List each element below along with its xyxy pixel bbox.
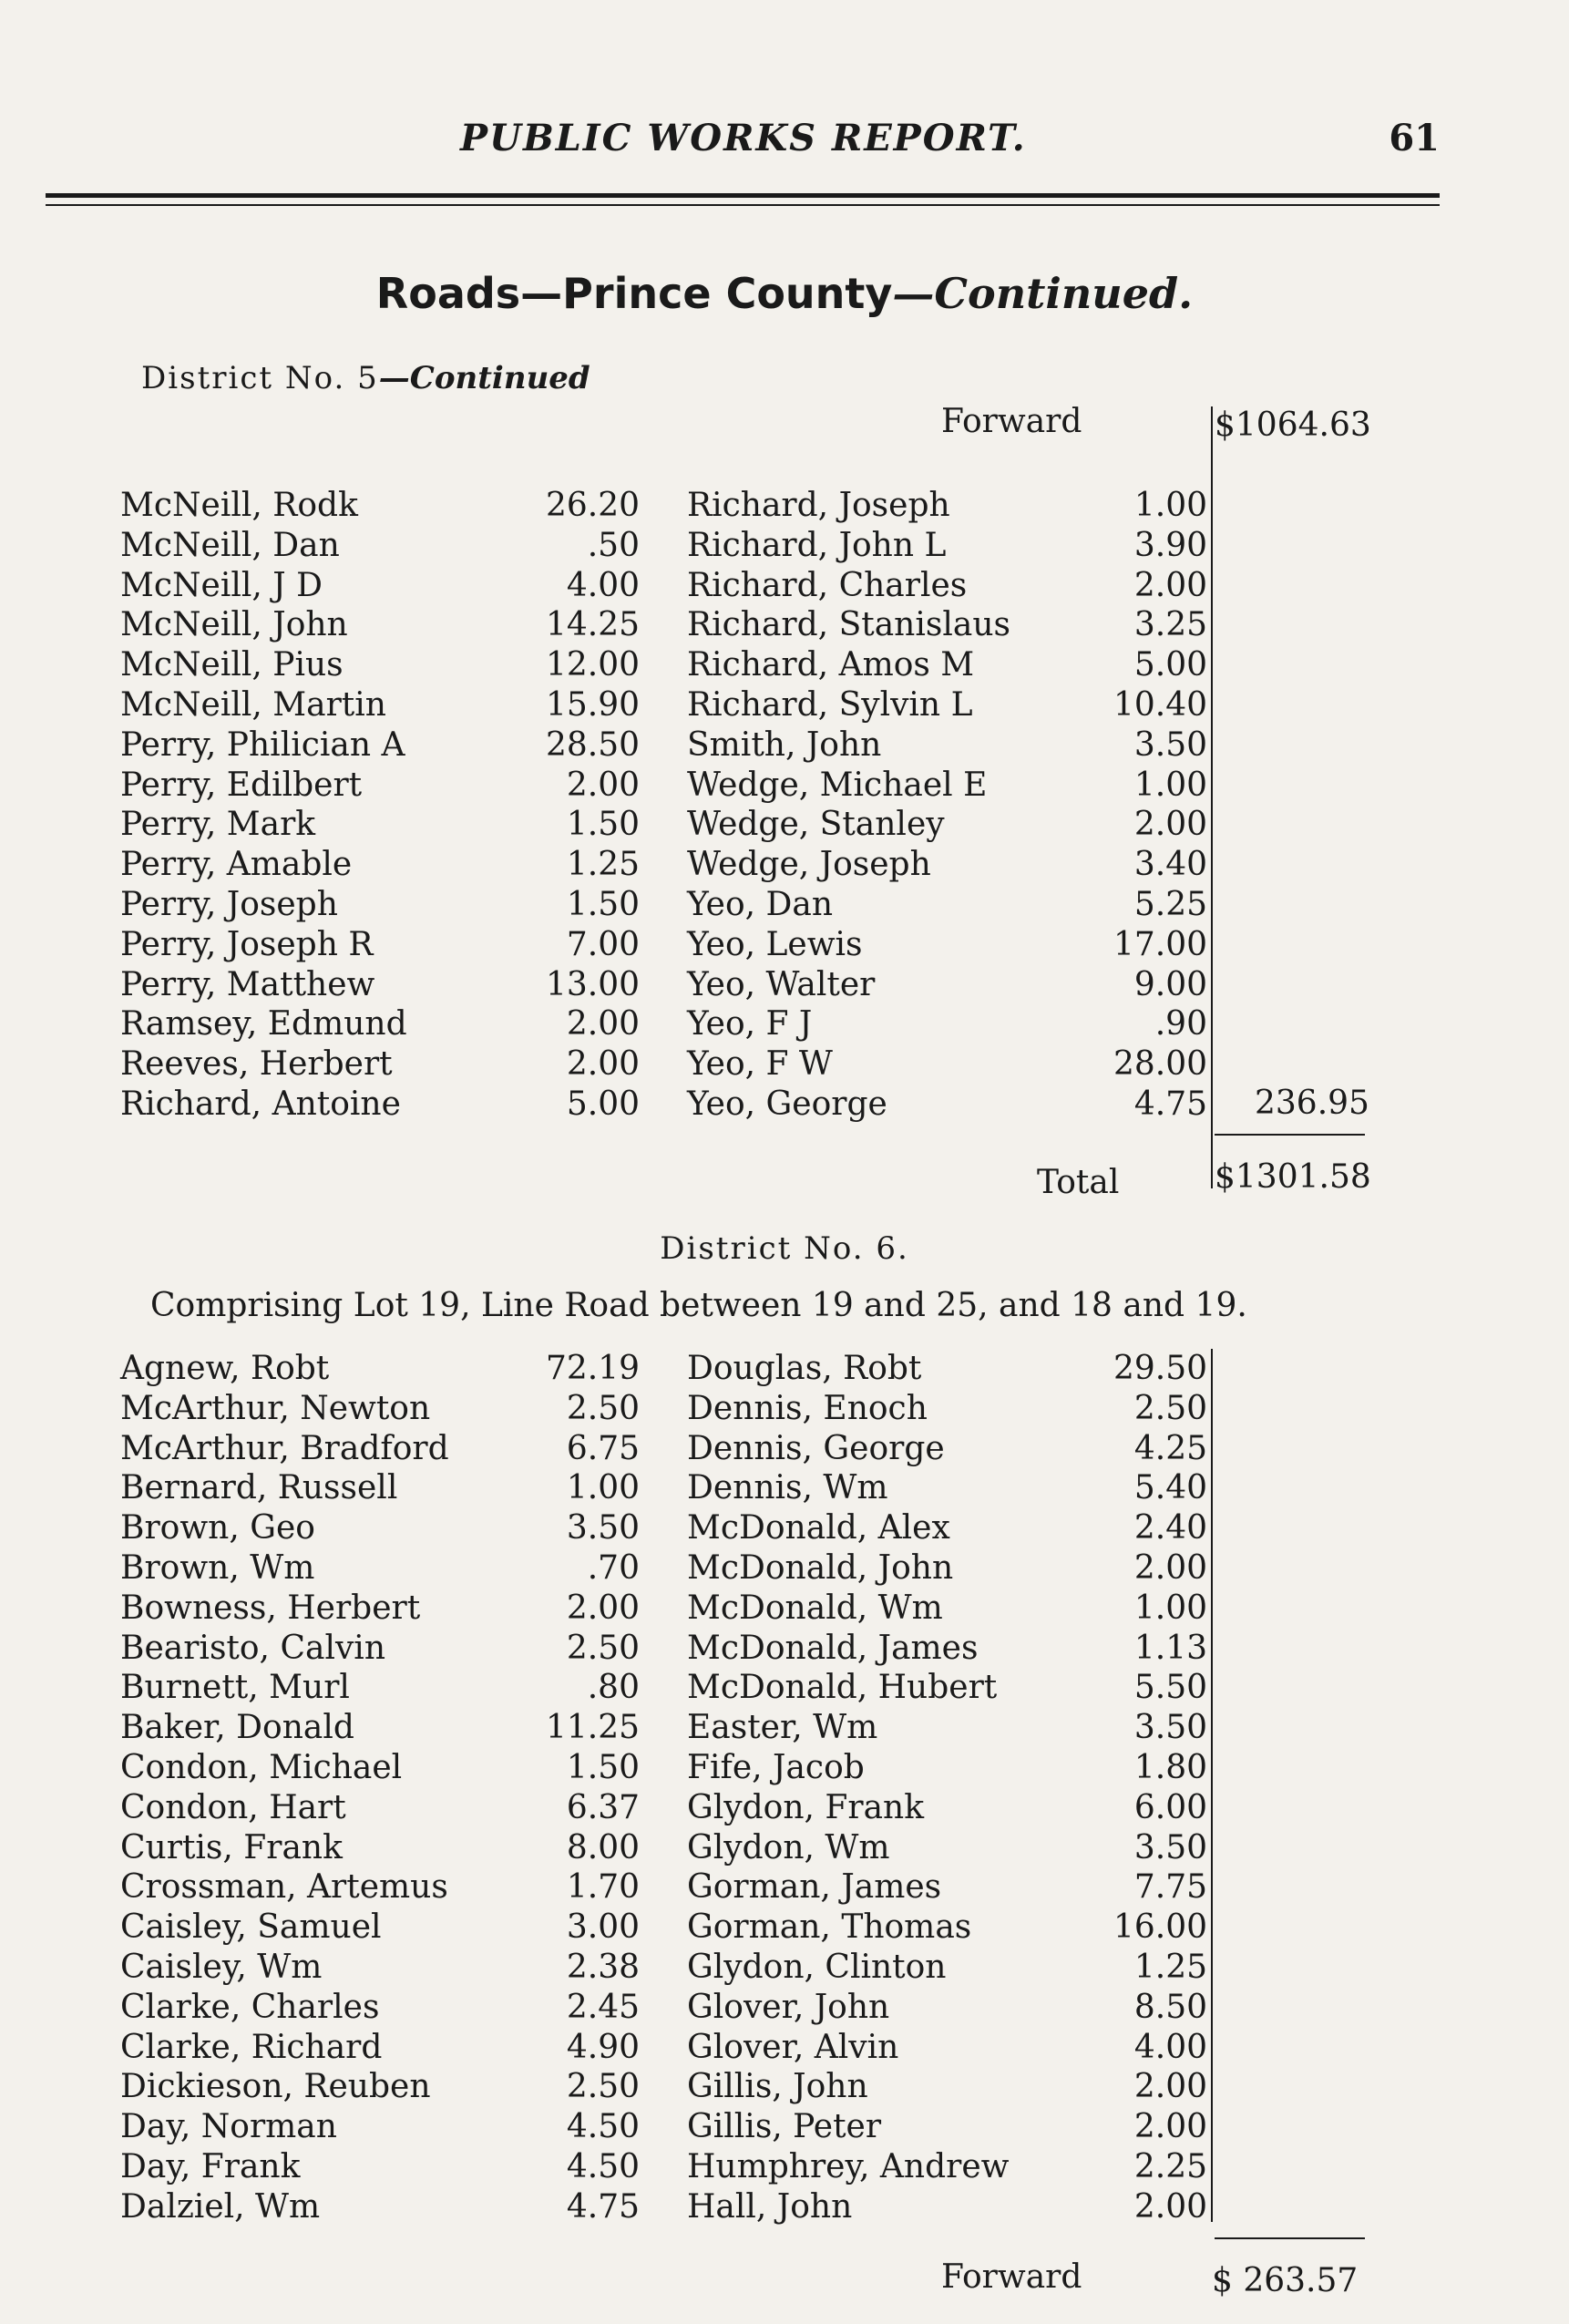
payee-name: McDonald, Wm: [687, 1589, 943, 1627]
payment-amount: 2.00: [566, 766, 640, 804]
payee-name: Yeo, Dan: [687, 885, 834, 923]
payment-amount: .90: [1154, 1005, 1207, 1044]
payee-name: Glydon, Wm: [687, 1828, 890, 1866]
ledger-row: [687, 766, 1211, 806]
payee-name: McDonald, John: [687, 1548, 954, 1587]
payment-amount: 3.50: [566, 1509, 640, 1548]
payee-name: Brown, Geo: [120, 1509, 315, 1548]
payee-name: McArthur, Bradford: [120, 1429, 449, 1467]
payment-amount: 12.00: [545, 646, 640, 684]
ledger-row: [687, 605, 1211, 645]
ledger-row: [687, 566, 1211, 606]
ledger-row: [120, 1389, 649, 1429]
payee-name: Yeo, Walter: [687, 965, 876, 1003]
payment-amount: 2.25: [1133, 2147, 1207, 2185]
ledger-row: [120, 1988, 649, 2028]
ledger-row: [687, 1908, 1211, 1948]
payee-name: McNeill, Dan: [120, 526, 340, 564]
payee-name: Crossman, Artemus: [120, 1868, 448, 1907]
payment-amount: 3.40: [1133, 846, 1207, 884]
payment-amount: 1.00: [566, 1469, 640, 1507]
ledger-row: [687, 526, 1211, 566]
payment-amount: 2.00: [566, 1045, 640, 1084]
payment-amount: 6.75: [566, 1429, 640, 1467]
payee-name: McDonald, Hubert: [687, 1669, 998, 1707]
payee-name: Richard, Amos M: [687, 646, 975, 684]
payee-name: Dalziel, Wm: [120, 2187, 321, 2226]
payee-name: Burnett, Murl: [120, 1669, 350, 1707]
ledger-row: [120, 1948, 649, 1988]
ledger-row: [687, 1468, 1211, 1508]
payment-amount: 6.00: [1133, 1788, 1207, 1826]
payment-amount: 1.25: [1133, 1948, 1207, 1986]
payment-amount: 10.40: [1113, 685, 1207, 724]
ledger-row: [687, 1629, 1211, 1669]
ledger-row: [687, 885, 1211, 925]
ledger-row: [687, 845, 1211, 885]
payment-amount: 13.00: [545, 965, 640, 1003]
ledger-row: [120, 1548, 649, 1589]
payee-name: Baker, Donald: [120, 1709, 354, 1747]
payee-name: McDonald, Alex: [687, 1509, 950, 1548]
district-6-column-rule: [1211, 1349, 1213, 2222]
section-title-continued: —Continued.: [892, 269, 1194, 318]
payee-name: Dennis, Wm: [687, 1469, 888, 1507]
ledger-row: [120, 526, 649, 566]
running-title: PUBLIC WORKS REPORT.: [460, 117, 1027, 159]
payment-amount: 28.50: [545, 725, 640, 764]
payment-amount: 1.50: [566, 806, 640, 844]
payee-name: Perry, Philician A: [120, 725, 405, 764]
payee-name: McNeill, John: [120, 606, 348, 644]
payment-amount: .70: [587, 1548, 640, 1587]
ledger-row: [687, 1867, 1211, 1908]
payment-amount: 2.50: [1133, 1389, 1207, 1427]
payee-name: Condon, Hart: [120, 1788, 346, 1826]
payment-amount: 1.00: [1133, 1589, 1207, 1627]
payee-name: Yeo, F J: [687, 1005, 813, 1044]
payee-name: McNeill, Rodk: [120, 487, 358, 524]
payee-name: Perry, Joseph R: [120, 925, 374, 963]
district-5-right-column: [687, 486, 1211, 1125]
ledger-row: [120, 2107, 649, 2147]
payee-name: Richard, John L: [687, 526, 947, 564]
district-5-left-column: [120, 486, 649, 1125]
payee-name: Gillis, Peter: [687, 2108, 882, 2146]
ledger-row: [120, 605, 649, 645]
ledger-row: [120, 1668, 649, 1708]
ledger-row: [687, 1788, 1211, 1828]
payment-amount: 3.50: [1133, 725, 1207, 764]
payee-name: Condon, Michael: [120, 1748, 403, 1786]
payee-name: Wedge, Joseph: [687, 846, 931, 884]
header-rule-thick: [46, 193, 1440, 198]
ledger-row: [120, 1004, 649, 1044]
payment-amount: 4.00: [1133, 2028, 1207, 2066]
ledger-row: [120, 1085, 649, 1125]
ledger-row: [687, 1004, 1211, 1044]
payment-amount: 7.75: [1133, 1868, 1207, 1907]
payee-name: Perry, Matthew: [120, 965, 375, 1003]
payee-name: Curtis, Frank: [120, 1828, 343, 1866]
ledger-row: [687, 925, 1211, 965]
payment-amount: 1.00: [1133, 766, 1207, 804]
district-6-forward-label: Forward: [941, 2258, 1082, 2296]
payment-amount: 2.50: [566, 2068, 640, 2106]
payee-name: McNeill, J D: [120, 566, 323, 604]
ledger-row: [687, 2147, 1211, 2187]
payment-amount: 2.00: [1133, 566, 1207, 604]
district-6-sum-rule: [1215, 2237, 1365, 2239]
ledger-row: [120, 925, 649, 965]
ledger-row: [687, 1349, 1211, 1389]
payment-amount: 16.00: [1113, 1908, 1207, 1947]
payment-amount: 2.45: [566, 1988, 640, 2026]
payment-amount: 3.00: [566, 1908, 640, 1947]
payee-name: Glover, John: [687, 1988, 890, 2026]
payment-amount: 2.00: [1133, 1548, 1207, 1587]
payment-amount: 3.50: [1133, 1709, 1207, 1747]
payment-amount: 5.00: [566, 1085, 640, 1123]
ledger-row: [120, 805, 649, 845]
ledger-row: [120, 725, 649, 766]
payee-name: Douglas, Robt: [687, 1350, 922, 1387]
payment-amount: 5.40: [1133, 1469, 1207, 1507]
district-6-heading: District No. 6.: [660, 1230, 909, 1267]
ledger-row: [687, 805, 1211, 845]
payee-name: Brown, Wm: [120, 1548, 315, 1587]
payment-amount: 4.90: [566, 2028, 640, 2066]
payment-amount: 2.00: [1133, 806, 1207, 844]
payment-amount: 2.00: [566, 1005, 640, 1044]
payee-name: Yeo, George: [687, 1085, 887, 1123]
payment-amount: 4.50: [566, 2108, 640, 2146]
ledger-row: [120, 1629, 649, 1669]
payee-name: Glydon, Clinton: [687, 1948, 947, 1986]
payee-name: Bowness, Herbert: [120, 1589, 421, 1627]
payee-name: McArthur, Newton: [120, 1389, 431, 1427]
payee-name: Gorman, Thomas: [687, 1908, 972, 1947]
ledger-row: [120, 486, 649, 526]
ledger-row: [687, 2187, 1211, 2227]
district-6-right-column: [687, 1349, 1211, 2227]
payment-amount: 2.38: [566, 1948, 640, 1986]
payee-name: Bearisto, Calvin: [120, 1629, 386, 1667]
payee-name: Gorman, James: [687, 1868, 942, 1907]
ledger-row: [120, 2028, 649, 2068]
payment-amount: 1.50: [566, 885, 640, 923]
payment-amount: 8.00: [566, 1828, 640, 1866]
ledger-row: [687, 1548, 1211, 1589]
district-5-heading-text: District No. 5: [141, 360, 379, 396]
ledger-row: [120, 1748, 649, 1788]
payment-amount: 5.00: [1133, 646, 1207, 684]
payment-amount: 1.50: [566, 1748, 640, 1786]
payee-name: Richard, Charles: [687, 566, 968, 604]
payment-amount: 4.50: [566, 2147, 640, 2185]
ledger-row: [687, 1828, 1211, 1868]
payee-name: Dennis, Enoch: [687, 1389, 928, 1427]
district-6-left-column: [120, 1349, 649, 2227]
ledger-row: [120, 1828, 649, 1868]
ledger-row: [687, 486, 1211, 526]
ledger-row: [687, 685, 1211, 725]
payee-name: Dickieson, Reuben: [120, 2068, 431, 2106]
payment-amount: 4.75: [566, 2187, 640, 2226]
payment-amount: 2.00: [566, 1589, 640, 1627]
district-5-forward-label: Forward: [941, 403, 1082, 440]
payment-amount: 11.25: [545, 1709, 640, 1747]
ledger-row: [120, 885, 649, 925]
payment-amount: 2.50: [566, 1629, 640, 1667]
payee-name: Perry, Mark: [120, 806, 316, 844]
ledger-row: [687, 1389, 1211, 1429]
ledger-row: [120, 1867, 649, 1908]
ledger-row: [687, 1589, 1211, 1629]
payment-amount: 2.50: [566, 1389, 640, 1427]
ledger-row: [120, 2147, 649, 2187]
payee-name: Gillis, John: [687, 2068, 868, 2106]
payment-amount: 1.00: [1133, 487, 1207, 524]
page-number: 61: [1389, 117, 1440, 159]
ledger-row: [120, 2067, 649, 2107]
ledger-row: [120, 1589, 649, 1629]
ledger-row: [120, 566, 649, 606]
payment-amount: 2.00: [1133, 2068, 1207, 2106]
district-5-heading: [141, 360, 590, 396]
payee-name: Smith, John: [687, 725, 882, 764]
payee-name: Humphrey, Andrew: [687, 2147, 1010, 2185]
ledger-row: [120, 1044, 649, 1085]
ledger-row: [120, 1788, 649, 1828]
payment-amount: 3.90: [1133, 526, 1207, 564]
ledger-row: [120, 1468, 649, 1508]
payee-name: McDonald, James: [687, 1629, 979, 1667]
section-title: [0, 269, 1569, 318]
payee-name: Glydon, Frank: [687, 1788, 925, 1826]
ledger-row: [120, 685, 649, 725]
payee-name: Richard, Antoine: [120, 1085, 401, 1123]
district-5-column-rule: [1211, 406, 1213, 1188]
ledger-row: [120, 2187, 649, 2227]
payment-amount: 1.70: [566, 1868, 640, 1907]
payment-amount: 4.75: [1133, 1085, 1207, 1123]
payee-name: Dennis, George: [687, 1429, 945, 1467]
payee-name: McNeill, Martin: [120, 685, 386, 724]
ledger-row: [687, 1508, 1211, 1548]
ledger-row: [687, 2067, 1211, 2107]
ledger-row: [120, 1508, 649, 1548]
payee-name: Agnew, Robt: [120, 1350, 330, 1387]
payee-name: Clarke, Charles: [120, 1988, 380, 2026]
ledger-row: [120, 766, 649, 806]
payee-name: Glover, Alvin: [687, 2028, 899, 2066]
ledger-row: [687, 2107, 1211, 2147]
ledger-row: [687, 1988, 1211, 2028]
ledger-row: [687, 1708, 1211, 1748]
ledger-row: [687, 1748, 1211, 1788]
payment-amount: 8.50: [1133, 1988, 1207, 2026]
payment-amount: 4.00: [566, 566, 640, 604]
ledger-row: [687, 2028, 1211, 2068]
payee-name: Caisley, Wm: [120, 1948, 323, 1986]
district-5-heading-continued: —Continued: [378, 360, 590, 396]
district-5-total-label: Total: [1037, 1164, 1120, 1201]
district-6-forward-amount: $ 263.57: [1212, 2262, 1359, 2299]
payee-name: Clarke, Richard: [120, 2028, 383, 2066]
payment-amount: 5.50: [1133, 1669, 1207, 1707]
payment-amount: .80: [587, 1669, 640, 1707]
page-header: [46, 117, 1440, 171]
payee-name: Perry, Joseph: [120, 885, 338, 923]
ledger-row: [687, 965, 1211, 1005]
ledger-row: [120, 1708, 649, 1748]
payee-name: Richard, Sylvin L: [687, 685, 973, 724]
district-5-total-amount: $1301.58: [1215, 1158, 1371, 1196]
section-title-main: Roads—Prince County: [375, 269, 893, 318]
ledger-row: [687, 1668, 1211, 1708]
payee-name: Hall, John: [687, 2187, 853, 2226]
payee-name: Fife, Jacob: [687, 1748, 865, 1786]
payment-amount: 1.25: [566, 846, 640, 884]
payment-amount: 14.25: [545, 606, 640, 644]
payee-name: Reeves, Herbert: [120, 1045, 393, 1084]
payment-amount: 3.50: [1133, 1828, 1207, 1866]
payee-name: Bernard, Russell: [120, 1469, 398, 1507]
payment-amount: 7.00: [566, 925, 640, 963]
payment-amount: 5.25: [1133, 885, 1207, 923]
ledger-row: [687, 645, 1211, 685]
payment-amount: 1.80: [1133, 1748, 1207, 1786]
payee-name: Perry, Amable: [120, 846, 353, 884]
payee-name: Yeo, F W: [687, 1045, 833, 1084]
payee-name: Caisley, Samuel: [120, 1908, 382, 1947]
payment-amount: 4.25: [1133, 1429, 1207, 1467]
header-rule-thin: [46, 204, 1440, 206]
ledger-row: [120, 965, 649, 1005]
payment-amount: 72.19: [545, 1350, 640, 1387]
payment-amount: 17.00: [1113, 925, 1207, 963]
ledger-row: [120, 1429, 649, 1469]
district-6-description: Comprising Lot 19, Line Road between 19 and 25, and 18 and 19.: [150, 1287, 1247, 1324]
payee-name: Ramsey, Edmund: [120, 1005, 407, 1044]
payee-name: Day, Norman: [120, 2108, 337, 2146]
district-5-forward-amount: $1064.63: [1215, 406, 1371, 444]
payee-name: Perry, Edilbert: [120, 766, 363, 804]
payment-amount: 1.13: [1133, 1629, 1207, 1667]
payment-amount: 26.20: [545, 487, 640, 524]
payment-amount: 6.37: [566, 1788, 640, 1826]
payee-name: Wedge, Stanley: [687, 806, 945, 844]
payee-name: Yeo, Lewis: [687, 925, 863, 963]
payee-name: Easter, Wm: [687, 1709, 878, 1747]
ledger-row: [687, 1429, 1211, 1469]
ledger-row: [120, 645, 649, 685]
ledger-row: [687, 1044, 1211, 1085]
payment-amount: 15.90: [545, 685, 640, 724]
payee-name: Wedge, Michael E: [687, 766, 988, 804]
payment-amount: 9.00: [1133, 965, 1207, 1003]
payee-name: Richard, Stanislaus: [687, 606, 1010, 644]
payment-amount: 2.00: [1133, 2187, 1207, 2226]
payment-amount: 2.40: [1133, 1509, 1207, 1548]
ledger-row: [687, 1948, 1211, 1988]
ledger-row: [687, 1085, 1211, 1125]
district-5-subtotal: 236.95: [1255, 1085, 1369, 1122]
payment-amount: 28.00: [1113, 1045, 1207, 1084]
ledger-row: [687, 725, 1211, 766]
payment-amount: 29.50: [1113, 1350, 1207, 1387]
ledger-row: [120, 1349, 649, 1389]
payee-name: Richard, Joseph: [687, 487, 950, 524]
ledger-row: [120, 845, 649, 885]
payee-name: Day, Frank: [120, 2147, 301, 2185]
ledger-row: [120, 1908, 649, 1948]
payment-amount: 3.25: [1133, 606, 1207, 644]
payment-amount: 2.00: [1133, 2108, 1207, 2146]
payee-name: McNeill, Pius: [120, 646, 344, 684]
district-5-sum-rule: [1215, 1134, 1365, 1136]
payment-amount: .50: [587, 526, 640, 564]
